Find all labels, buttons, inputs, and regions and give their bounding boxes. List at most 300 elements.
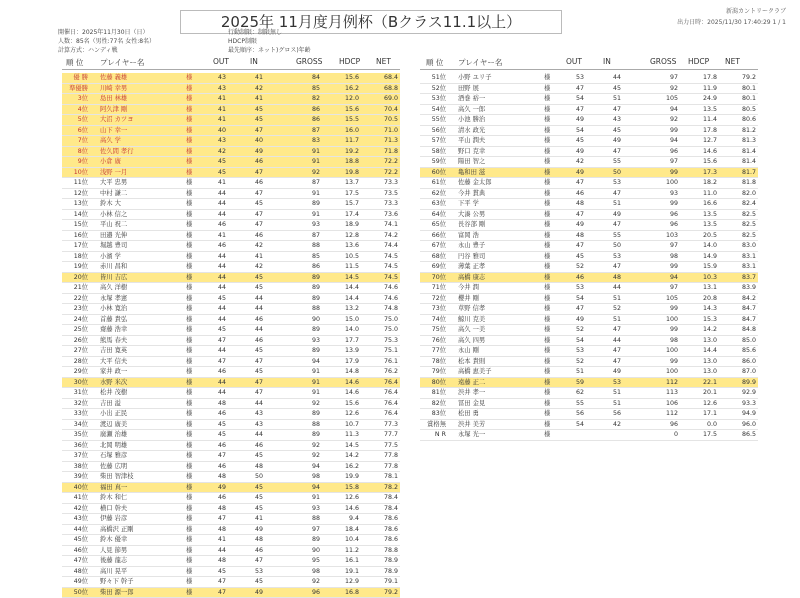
cell-player-name: 山下 幸一 (100, 126, 127, 136)
cell-out: 59 (560, 378, 584, 388)
cell-in: 51 (597, 294, 621, 304)
cell-net: 83.9 (732, 283, 756, 293)
cell-net: 89.9 (732, 378, 756, 388)
cell-in: 44 (597, 336, 621, 346)
cell-out: 47 (202, 577, 226, 587)
cell-honorific: 様 (544, 231, 550, 241)
cell-gross: 100 (654, 178, 678, 188)
results-table-left (62, 73, 400, 598)
cell-in: 48 (239, 535, 263, 545)
cell-net: 82.5 (732, 231, 756, 241)
cell-hdcp: 14.6 (335, 378, 359, 388)
cell-net: 71.8 (374, 147, 398, 157)
cell-gross: 99 (654, 357, 678, 367)
cell-gross: 86 (296, 115, 320, 125)
cell-player-name: 今井 貫典 (458, 189, 485, 199)
cell-net: 83.1 (732, 262, 756, 272)
info-order: 最先順序：ネット)グロス)年齢 (228, 46, 311, 55)
cell-gross: 97 (654, 157, 678, 167)
table-row (420, 94, 758, 105)
cell-gross: 88 (296, 420, 320, 430)
cell-gross: 99 (654, 126, 678, 136)
cell-player-name: 遠藤 正二 (458, 378, 485, 388)
cell-gross: 91 (296, 493, 320, 503)
cell-in: 45 (239, 199, 263, 209)
cell-honorific: 様 (544, 126, 550, 136)
cell-gross: 0 (654, 430, 678, 440)
cell-gross: 91 (296, 388, 320, 398)
cell-hdcp: 15.9 (693, 262, 717, 272)
table-row (420, 220, 758, 231)
cell-honorific: 様 (544, 378, 550, 388)
cell-gross: 97 (654, 241, 678, 251)
cell-gross: 105 (654, 294, 678, 304)
cell-honorific: 様 (544, 283, 550, 293)
info-participants: 人数：85名（男性:77名 女性:8名） (58, 37, 155, 46)
cell-honorific: 様 (186, 441, 192, 451)
cell-honorific: 様 (544, 84, 550, 94)
cell-honorific: 様 (186, 199, 192, 209)
cell-player-name: 石塚 雅彦 (100, 451, 127, 461)
cell-rank: 16位 (62, 231, 88, 241)
cell-net: 76.4 (374, 399, 398, 409)
cell-honorific: 様 (186, 577, 192, 587)
cell-out: 47 (560, 178, 584, 188)
table-row (420, 367, 758, 378)
cell-rank: 11位 (62, 178, 88, 188)
cell-rank: 28位 (62, 357, 88, 367)
cell-out: 43 (202, 136, 226, 146)
cell-net: 83.7 (732, 273, 756, 283)
cell-hdcp: 13.5 (693, 220, 717, 230)
cell-out: 41 (202, 105, 226, 115)
cell-out: 49 (202, 483, 226, 493)
cell-in: 45 (239, 115, 263, 125)
cell-in: 53 (239, 567, 263, 577)
cell-out: 42 (202, 147, 226, 157)
cell-hdcp: 20.1 (693, 388, 717, 398)
cell-in: 55 (597, 231, 621, 241)
table-row (62, 126, 400, 137)
cell-in: 42 (239, 84, 263, 94)
cell-hdcp: 17.7 (335, 336, 359, 346)
cell-gross: 96 (654, 420, 678, 430)
cell-net: 73.6 (374, 210, 398, 220)
cell-out: 45 (560, 252, 584, 262)
cell-honorific: 様 (186, 357, 192, 367)
table-row (62, 325, 400, 336)
cell-player-name: 酒巻 裕一 (458, 94, 485, 104)
cell-net: 77.8 (374, 451, 398, 461)
header-player-left: プレイヤー名 (100, 57, 144, 68)
cell-hdcp: 17.8 (693, 73, 717, 83)
cell-player-name: 陽田 智之 (458, 157, 485, 167)
cell-out: 41 (202, 231, 226, 241)
cell-player-name: 高久 一郎 (458, 105, 485, 115)
cell-player-name: 永山 豊子 (458, 241, 485, 251)
cell-rank: 25位 (62, 325, 88, 335)
cell-player-name: 首藤 貴弘 (100, 315, 127, 325)
cell-gross: 99 (654, 168, 678, 178)
cell-in: 47 (239, 168, 263, 178)
cell-player-name: 人見 節男 (100, 546, 127, 556)
cell-out: 43 (202, 84, 226, 94)
cell-hdcp: 15.7 (335, 199, 359, 209)
cell-honorific: 様 (544, 336, 550, 346)
cell-hdcp: 12.6 (335, 493, 359, 503)
cell-player-name: 渋井 美芳 (458, 420, 485, 430)
table-row (420, 399, 758, 410)
cell-gross: 105 (654, 94, 678, 104)
cell-out: 54 (560, 336, 584, 346)
cell-honorific: 様 (186, 157, 192, 167)
cell-net: 86.0 (732, 357, 756, 367)
cell-rank: 45位 (62, 535, 88, 545)
cell-player-name: 伊藤 岩彦 (100, 514, 127, 524)
cell-out: 48 (202, 556, 226, 566)
cell-out: 44 (202, 388, 226, 398)
cell-rank: 49位 (62, 577, 88, 587)
cell-player-name: 高川 晃平 (100, 567, 127, 577)
cell-rank: 60位 (420, 168, 446, 178)
cell-player-name: 柴田 源一郎 (100, 588, 134, 598)
cell-in: 47 (597, 262, 621, 272)
cell-gross: 92 (296, 451, 320, 461)
cell-honorific: 様 (544, 357, 550, 367)
cell-in: 53 (597, 178, 621, 188)
cell-out: 54 (560, 294, 584, 304)
cell-out: 44 (202, 252, 226, 262)
cell-player-name: 永塚 光一 (458, 430, 485, 440)
cell-out: 44 (202, 546, 226, 556)
cell-honorific: 様 (544, 157, 550, 167)
cell-rank: 15位 (62, 220, 88, 230)
cell-in: 50 (239, 472, 263, 482)
cell-gross: 89 (296, 283, 320, 293)
cell-in: 55 (597, 157, 621, 167)
header-player-right: プレイヤー名 (458, 57, 502, 68)
cell-net: 81.8 (732, 178, 756, 188)
cell-player-name: 鈴木 優幸 (100, 535, 127, 545)
cell-gross: 96 (296, 588, 320, 598)
cell-player-name: 鯨川 克美 (458, 315, 485, 325)
cell-player-name: 永山 剛 (458, 346, 479, 356)
cell-honorific: 様 (544, 399, 550, 409)
cell-out: 47 (202, 588, 226, 598)
cell-honorific: 様 (544, 346, 550, 356)
cell-net: 72.2 (374, 168, 398, 178)
cell-gross: 98 (296, 472, 320, 482)
cell-out: 46 (202, 493, 226, 503)
cell-rank: 52位 (420, 84, 446, 94)
cell-in: 52 (597, 304, 621, 314)
cell-gross: 98 (654, 252, 678, 262)
cell-gross: 88 (296, 514, 320, 524)
cell-honorific: 様 (186, 325, 192, 335)
cell-in: 45 (239, 493, 263, 503)
cell-gross: 86 (296, 105, 320, 115)
cell-out: 54 (560, 126, 584, 136)
cell-in: 45 (239, 105, 263, 115)
cell-out: 41 (202, 178, 226, 188)
cell-honorific: 様 (544, 294, 550, 304)
cell-gross: 103 (654, 231, 678, 241)
cell-honorific: 様 (544, 420, 550, 430)
cell-honorific: 様 (186, 178, 192, 188)
table-row (62, 178, 400, 189)
cell-honorific: 様 (186, 462, 192, 472)
cell-rank: 65位 (420, 220, 446, 230)
cell-net: 74.1 (374, 220, 398, 230)
cell-rank: 優 勝 (62, 73, 88, 83)
cell-honorific: 様 (186, 556, 192, 566)
cell-out: 48 (202, 504, 226, 514)
table-row (420, 157, 758, 168)
cell-honorific: 様 (186, 136, 192, 146)
header-gross-right: GROSS (650, 57, 676, 66)
cell-hdcp: 11.9 (693, 84, 717, 94)
cell-player-name: 高久 四男 (458, 336, 485, 346)
cell-gross: 106 (654, 399, 678, 409)
table-row (62, 94, 400, 105)
info-method: 計算方式：ハンディ戦 (58, 46, 155, 55)
cell-player-name: 佐藤 金太郎 (458, 178, 492, 188)
cell-net: 84.2 (732, 294, 756, 304)
cell-net: 78.2 (374, 483, 398, 493)
cell-in: 47 (597, 325, 621, 335)
table-row (420, 252, 758, 263)
cell-player-name: 小林 寛治 (100, 304, 127, 314)
cell-player-name: 渡辺 廣美 (100, 420, 127, 430)
cell-in: 46 (239, 231, 263, 241)
cell-rank: 64位 (420, 210, 446, 220)
cell-player-name: 円谷 雅司 (458, 252, 485, 262)
cell-gross: 96 (654, 147, 678, 157)
cell-in: 47 (239, 189, 263, 199)
cell-in: 50 (597, 241, 621, 251)
header-gross-left: GROSS (296, 57, 322, 66)
cell-rank: 17位 (62, 241, 88, 251)
cell-rank: 40位 (62, 483, 88, 493)
cell-honorific: 様 (544, 147, 550, 157)
cell-rank: 21位 (62, 283, 88, 293)
table-row (62, 546, 400, 557)
cell-player-name: 高橋 康志 (458, 273, 485, 283)
cell-rank: 56位 (420, 126, 446, 136)
cell-out: 41 (202, 115, 226, 125)
table-row (62, 231, 400, 242)
cell-gross: 89 (296, 409, 320, 419)
cell-hdcp: 15.5 (335, 115, 359, 125)
cell-gross: 92 (296, 168, 320, 178)
cell-out: 54 (560, 94, 584, 104)
cell-hdcp: 24.9 (693, 94, 717, 104)
cell-honorific: 様 (186, 315, 192, 325)
header-net-right: NET (725, 57, 740, 66)
cell-rank: 38位 (62, 462, 88, 472)
table-row (420, 273, 758, 284)
cell-honorific: 様 (186, 304, 192, 314)
cell-gross: 95 (296, 556, 320, 566)
table-row (62, 451, 400, 462)
cell-out: 44 (202, 199, 226, 209)
header-in-left: IN (250, 57, 258, 66)
table-row (62, 535, 400, 546)
cell-honorific: 様 (186, 504, 192, 514)
cell-gross: 91 (296, 210, 320, 220)
cell-hdcp: 13.5 (693, 105, 717, 115)
table-row (62, 84, 400, 95)
table-row (62, 504, 400, 515)
cell-gross: 97 (296, 525, 320, 535)
cell-player-name: 川崎 幸男 (100, 84, 127, 94)
info-right (228, 28, 311, 55)
cell-out: 41 (202, 94, 226, 104)
cell-hdcp: 9.4 (335, 514, 359, 524)
cell-in: 51 (597, 388, 621, 398)
cell-gross: 83 (296, 136, 320, 146)
cell-honorific: 様 (544, 430, 550, 440)
cell-hdcp: 12.9 (335, 577, 359, 587)
cell-rank: 準優勝 (62, 84, 88, 94)
table-row (62, 115, 400, 126)
cell-gross: 92 (296, 441, 320, 451)
cell-honorific: 様 (544, 210, 550, 220)
cell-player-name: 今井 潤 (458, 283, 479, 293)
cell-net: 73.3 (374, 199, 398, 209)
cell-player-name: 富岡 浩 (458, 231, 479, 241)
table-row (62, 73, 400, 84)
cell-gross: 86 (296, 262, 320, 272)
cell-player-name: 清水 政光 (458, 126, 485, 136)
cell-hdcp: 15.6 (335, 73, 359, 83)
cell-rank: 39位 (62, 472, 88, 482)
cell-player-name: 長谷部 剛 (458, 220, 485, 230)
cell-player-name: 高久 学 (100, 136, 121, 146)
cell-gross: 89 (296, 294, 320, 304)
cell-hdcp: 12.6 (693, 399, 717, 409)
cell-honorific: 様 (544, 220, 550, 230)
cell-hdcp: 14.6 (693, 147, 717, 157)
cell-hdcp: 11.3 (335, 430, 359, 440)
cell-player-name: 鈴木 大 (100, 199, 121, 209)
cell-honorific: 様 (544, 325, 550, 335)
cell-honorific: 様 (186, 231, 192, 241)
header-rank-left: 順 位 (66, 57, 83, 68)
cell-player-name: 廣瀬 治雄 (100, 430, 127, 440)
cell-hdcp: 15.3 (693, 315, 717, 325)
cell-gross: 97 (654, 283, 678, 293)
cell-net: 76.2 (374, 367, 398, 377)
cell-rank: 80位 (420, 378, 446, 388)
cell-in: 43 (597, 115, 621, 125)
cell-net: 80.6 (732, 115, 756, 125)
cell-honorific: 様 (186, 189, 192, 199)
cell-in: 45 (597, 126, 621, 136)
cell-net: 81.7 (732, 168, 756, 178)
page-title: 2025年 11月度月例杯（Bクラス11.1以上） (180, 10, 562, 34)
cell-hdcp: 14.6 (335, 388, 359, 398)
cell-net: 83.0 (732, 241, 756, 251)
table-row (62, 105, 400, 116)
table-row (62, 199, 400, 210)
cell-honorific: 様 (544, 115, 550, 125)
cell-out: 46 (560, 273, 584, 283)
cell-hdcp: 13.1 (693, 283, 717, 293)
cell-out: 45 (560, 136, 584, 146)
cell-out: 56 (560, 409, 584, 419)
cell-gross: 94 (296, 462, 320, 472)
cell-net: 81.2 (732, 126, 756, 136)
cell-net: 78.4 (374, 493, 398, 503)
cell-hdcp: 14.5 (335, 441, 359, 451)
table-row (62, 483, 400, 494)
cell-gross: 87 (296, 231, 320, 241)
cell-out: 45 (202, 294, 226, 304)
cell-rank: 44位 (62, 525, 88, 535)
cell-out: 49 (560, 220, 584, 230)
cell-in: 44 (239, 294, 263, 304)
table-row (62, 189, 400, 200)
club-name: 新潟カントリークラブ (726, 6, 786, 15)
cell-honorific: 様 (186, 262, 192, 272)
table-row (420, 73, 758, 84)
cell-out: 44 (202, 210, 226, 220)
table-row (420, 210, 758, 221)
cell-player-name: 小倉 廣 (100, 157, 121, 167)
cell-hdcp: 16.2 (335, 462, 359, 472)
cell-in: 47 (239, 378, 263, 388)
cell-rank: 18位 (62, 252, 88, 262)
cell-net: 78.1 (374, 472, 398, 482)
cell-player-name: 田野 展 (458, 84, 479, 94)
cell-gross: 94 (654, 105, 678, 115)
cell-rank: 3位 (62, 94, 88, 104)
cell-gross: 93 (296, 336, 320, 346)
cell-in: 51 (597, 199, 621, 209)
cell-hdcp: 14.2 (335, 451, 359, 461)
cell-rank: 74位 (420, 315, 446, 325)
cell-gross: 97 (654, 73, 678, 83)
cell-rank: 63位 (420, 199, 446, 209)
cell-net: 81.3 (732, 136, 756, 146)
cell-hdcp: 14.9 (693, 252, 717, 262)
table-row (420, 430, 758, 441)
cell-rank: 70位 (420, 273, 446, 283)
cell-out: 47 (560, 210, 584, 220)
cell-out: 49 (560, 168, 584, 178)
cell-out: 45 (202, 567, 226, 577)
cell-net: 77.5 (374, 441, 398, 451)
cell-rank: 8位 (62, 147, 88, 157)
cell-net: 79.2 (732, 73, 756, 83)
cell-net: 74.5 (374, 273, 398, 283)
cell-hdcp: 12.0 (335, 94, 359, 104)
table-row (62, 252, 400, 263)
cell-hdcp: 14.4 (335, 294, 359, 304)
cell-in: 49 (597, 210, 621, 220)
cell-rank: 79位 (420, 367, 446, 377)
header-hdcp-right: HDCP (688, 57, 709, 66)
cell-hdcp: 19.1 (335, 567, 359, 577)
cell-net: 78.4 (374, 504, 398, 514)
cell-net: 70.4 (374, 105, 398, 115)
cell-player-name: 松本 貴則 (458, 357, 485, 367)
cell-rank: 9位 (62, 157, 88, 167)
table-row (62, 241, 400, 252)
cell-honorific: 様 (186, 546, 192, 556)
cell-in: 45 (239, 577, 263, 587)
